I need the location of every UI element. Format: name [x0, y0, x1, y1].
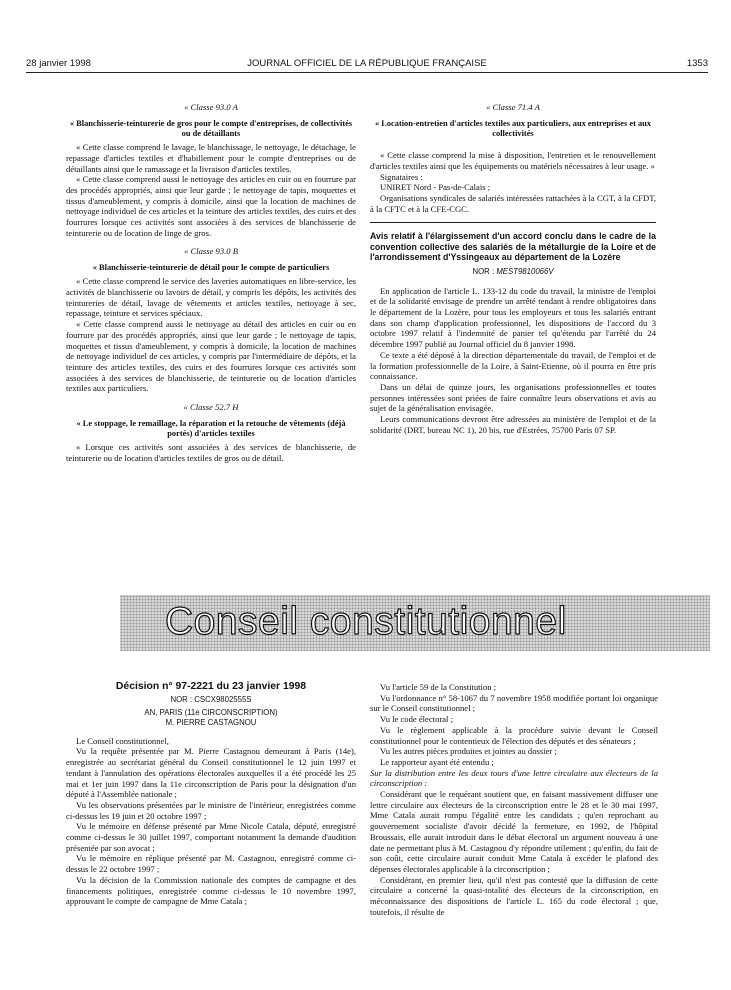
- paragraph: Considérant, en premier lieu, qu'il n'est pas contesté que la diffusion de cette circulaire a concerné la quasi-totalité des électeurs de la circonscription, en méconnaissance des dispositions de l'article L. 165 du code électoral ; que, toutefois, il résulte de: [370, 874, 658, 917]
- paragraph: « Cette classe comprend la mise à disposition, l'entretien et le renouvellement d'articles textiles ainsi que les équipements ou matériels nécessaires à leur usage. »: [370, 150, 656, 171]
- paragraph: Dans un délai de quinze jours, les organisations professionnelles et toutes personnes intéressées sont priées de faire connaître leurs observations et avis au sujet de la généralisation envisagée.: [370, 381, 656, 414]
- subheading: Sur la distribution entre les deux tours d'une lettre circulaire aux électeurs de la circonscription :: [370, 767, 658, 789]
- paragraph: Vu la requête présentée par M. Pierre Castagnou demeurant à Paris (14e), enregistrée au secrétariat général du Conseil constitutionnel le 12 juin 1997 et tendant à l'annulation des opérations électorales auxquelles il a été procédé les 25 mai et 1er juin 1997 dans la 11e circonscription de Paris pour la désignation d'un député à l'Assemblée nationale ;: [66, 746, 356, 800]
- banner-title: Conseil constitutionnel: [165, 600, 567, 643]
- paragraph: UNIRET Nord - Pas-de-Calais ;: [380, 182, 491, 193]
- section-title: « Blanchisserie-teinturerie de détail pour le compte de particuliers: [92, 263, 330, 273]
- classe-heading: « Classe 93.0 A: [184, 102, 238, 112]
- paragraph: Leurs communications devront être adressées au ministère de l'emploi et de la solidarité (DRT, bureau NC 1), 20 bis, rue d'Estrées, 75700 Paris 07 SP.: [370, 414, 656, 435]
- classe-heading: « Classe 93.0 B: [184, 246, 238, 257]
- avis-title: Avis relatif à l'élargissement d'un accord conclu dans le cadre de la convention collective des salariés de la métallurgie de la Loire et de l'arrondissement d'Yssingeaux au département de la Lozère: [370, 231, 656, 262]
- decision-title: Décision n° 97-2221 du 23 janvier 1998: [115, 681, 307, 692]
- decision-nor: NOR : CSCX9802555S: [170, 694, 252, 704]
- paragraph: Vu le mémoire en réplique présenté par M. Castagnou, enregistré comme ci-dessus le 22 octobre 1997 ;: [66, 853, 356, 875]
- classe-heading: « Classe 71.4 A: [486, 102, 540, 112]
- paragraph: Le Conseil constitutionnel,: [76, 735, 169, 746]
- header-rule: [26, 72, 708, 73]
- requerant-name: M. PIERRE CASTAGNOU: [165, 717, 257, 727]
- paragraph: Le rapporteur ayant été entendu ;: [380, 756, 494, 767]
- nor-reference: [370, 267, 656, 278]
- section-divider: [370, 222, 656, 223]
- paragraph: Vu la décision de la Commission nationale des comptes de campagne et des financements politiques, enregistrée comme ci-dessus le 10 novembre 1997, approuvant le compte de campagne de Mme Catala ;: [66, 874, 356, 907]
- nor-label: NOR :: [472, 266, 495, 276]
- circonscription: AN, PARIS (11e CIRCONSCRIPTION): [144, 707, 278, 717]
- paragraph: « Lorsque ces activités sont associées à des services de blanchisserie, de teinturerie ou de location d'articles textiles de gros ou de détail.: [66, 442, 356, 463]
- page-header: [26, 58, 708, 72]
- paragraph: Signataires :: [380, 171, 423, 182]
- paragraph: Vu le code électoral ;: [380, 714, 453, 725]
- paragraph: « Cette classe comprend le lavage, le blanchissage, le nettoyage, le détachage, le repassage d'articles textiles et d'habillement pour le compte d'entreprises ou de détaillants ainsi que le ramassage et la livraison d'articles textiles.: [66, 142, 356, 174]
- classe-heading: « Classe 52.7 H: [183, 402, 239, 413]
- paragraph: Vu les autres pièces produites et jointes au dossier ;: [380, 746, 557, 757]
- nor-code: MEST9810066V: [496, 266, 554, 276]
- right-top-column: [370, 102, 656, 435]
- paragraph: « Cette classe comprend le service des laveries automatiques en libre-service, les activités de blanchisserie ou lavoirs de détail, y compris les dépôts, les activités des teintureries de détail, lavage de vêtements et articles textiles, nettoyage à sec, repassage, teinture et services spéciaux.: [66, 276, 356, 319]
- right-bottom-column: [370, 682, 658, 917]
- paragraph: En application de l'article L. 133-12 du code du travail, la ministre de l'emploi et de la solidarité envisage de prendre un arrêté tendant à rendre obligatoires dans le département de la Lozère, pour tous les employeurs et tous les salariés entrant dans son champ d'application professionnel, les dispositions de l'accord du 3 octobre 1997 relatif à l'indemnité de panier tel qu'étendu par l'arrêté du 24 décembre 1997 publié au Journal officiel du 8 janvier 1998.: [370, 285, 656, 350]
- paragraph: Organisations syndicales de salariés intéressées rattachées à la CGT, à la CFDT, à la CFTC et à la CFE-CGC.: [370, 192, 656, 214]
- section-title: « Le stoppage, le remaillage, la réparation et la retouche de vêtements (déjà portés) d'articles textiles: [76, 418, 346, 438]
- paragraph: Vu l'ordonnance n° 58-1067 du 7 novembre 1958 modifiée portant loi organique sur le Conseil constitutionnel ;: [370, 692, 658, 714]
- left-bottom-column: [66, 682, 356, 907]
- paragraph: Vu l'article 59 de la Constitution ;: [380, 682, 497, 692]
- paragraph: Vu les observations présentées par le ministre de l'intérieur, enregistrées comme ci-dessus les 19 juin et 20 octobre 1997 ;: [66, 799, 356, 821]
- header-date: 28 janvier 1998: [26, 58, 91, 69]
- paragraph: Vu le règlement applicable à la procédure suivie devant le Conseil constitutionnel pour le contentieux de l'élection des députés et des sénateurs ;: [370, 724, 658, 746]
- paragraph: « Cette classe comprend aussi le nettoyage des articles en cuir ou en fourrure par des procédés appropriés, ainsi que leur garde ; le nettoyage de tapis, moquettes et tissus d'ameublement, y compris à domicile, ainsi que la location de machines de nettoyage individuel de ces articles et la teinture des articles textiles, des cuirs et des fourrures lorsque ces activités sont associées à des services de blanchisserie de teinturerie ou de location de linge de gros.: [66, 174, 356, 238]
- paragraph: Vu le mémoire en défense présenté par Mme Nicole Catala, député, enregistré comme ci-dessus le 30 juillet 1997, comportant notamment la demande d'audition présentée par son avocat ;: [66, 821, 356, 853]
- section-title: « Blanchisserie-teinturerie de gros pour le compte d'entreprises, de collectivités ou de détaillants: [69, 118, 353, 138]
- paragraph: Considérant que le requérant soutient que, en faisant massivement diffuser une lettre circulaire aux électeurs de la circonscription entre le 28 et le 30 mai 1997, Mme Catala aurait rompu l'égalité entre les candidats ; qu'en reprochant au gouvernement socialiste d'avoir décidé la fermeture, en 1992, de l'hôpital Broussais, elle aurait introduit dans le débat électoral un argument nouveau à une date ne permettant plus à M. Castagnou d'y répondre utilement ; qu'enfin, du fait de son coût, cette circulaire aurait conduit Mme Catala à excéder le plafond des dépenses électorales applicable à la circonscription ;: [370, 789, 658, 874]
- paragraph: Ce texte a été déposé à la direction départementale du travail, de l'emploi et de la formation professionnelle de la Loire, à Saint-Etienne, où il pourra en être pris connaissance.: [370, 349, 656, 382]
- header-journal-title: JOURNAL OFFICIEL DE LA RÉPUBLIQUE FRANÇAISE: [247, 58, 487, 69]
- paragraph: « Cette classe comprend aussi le nettoyage au détail des articles en cuir ou en fourrure par des procédés appropriés, ainsi que leur garde ; le nettoyage de tapis, moquettes et tissus d'ameublement, y compris à domicile, la location de machines de nettoyage individuel de ces articles, y compris par l'intermédiaire de dépôts, et la teinture des articles textiles, des cuirs et des fourrures lorsque ces activités sont associées à des services de blanchisserie, de teinturerie ou de location d'articles textiles aux particuliers.: [66, 319, 356, 394]
- header-page-number: 1353: [686, 58, 708, 69]
- section-title: « Location-entretien d'articles textiles aux particuliers, aux entreprises et aux collectivités: [374, 118, 652, 138]
- left-top-column: [66, 102, 356, 464]
